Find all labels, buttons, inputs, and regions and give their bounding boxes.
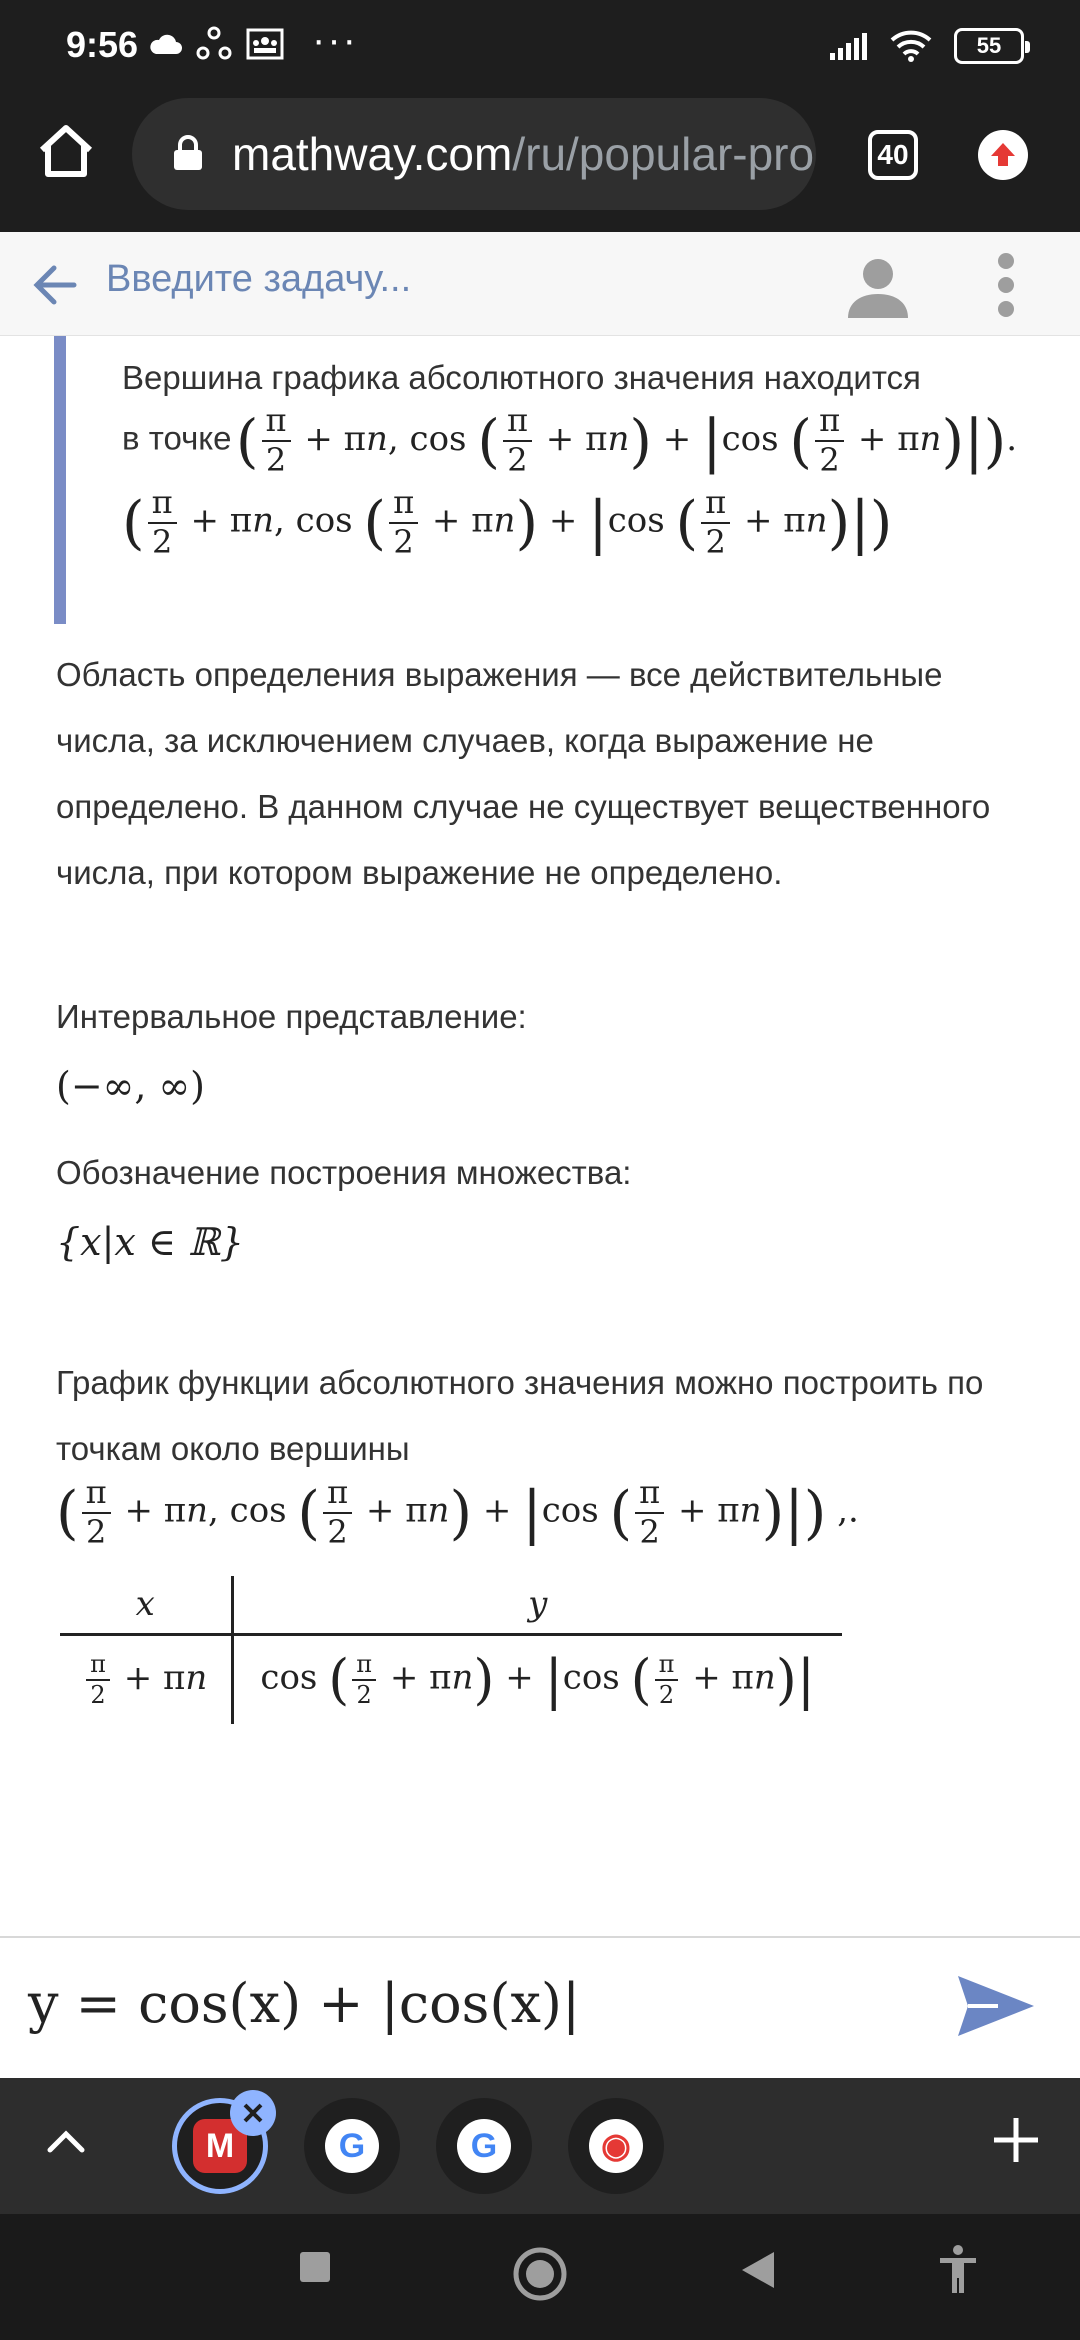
more-notifications-icon: ··· <box>312 18 358 62</box>
tab-google-2[interactable] <box>436 2098 532 2194</box>
tab-site[interactable] <box>568 2098 664 2194</box>
url-path: /ru/popular-pro <box>512 128 815 180</box>
expression-input[interactable]: y = cos(x) + |cos(x)| <box>28 1972 581 2035</box>
status-bar <box>0 0 1080 96</box>
points-table <box>60 1576 842 1724</box>
tab-switcher-bar <box>0 2078 1080 2214</box>
domain-paragraph: Область определения выражения — все действительные числа, за исключением случаев, когда выражение не определено. В данном случае не существует вещественного числа, при котором выражение не определено. <box>56 656 991 891</box>
set-label: Обозначение построения множества: <box>56 1154 632 1191</box>
wifi-icon <box>890 30 932 62</box>
table-cell-x: $\frac{\pi}{2}$ + πn <box>60 1634 232 1724</box>
vertex-formula-2: ( $\frac{\pi}{2}$ + πn, cos ( $\frac{\pi}{2}$ + πn) + |cos ( $\frac{\pi}{2}$ + πn)|) <box>122 483 893 561</box>
vertex-text-2: в точке <box>122 419 232 457</box>
tab-google-1[interactable] <box>304 2098 400 2194</box>
close-icon <box>242 2102 264 2124</box>
expression-input-bar <box>0 1936 1080 2078</box>
battery-icon: 55 <box>954 28 1024 64</box>
vertex-text: Вершина графика абсолютного значения находится <box>122 359 921 396</box>
google-logo-icon: G <box>325 2119 379 2173</box>
tab-count-button[interactable]: 40 <box>868 130 918 180</box>
lock-icon <box>172 134 204 172</box>
arrow-up-icon <box>988 140 1018 170</box>
table-cell-y: cos ( $\frac{\pi}{2}$ + πn) + |cos ( $\frac{\pi}{2}$ + πn)| <box>260 1648 816 1712</box>
more-menu-icon[interactable] <box>996 252 1016 318</box>
table-header-y: y <box>232 1576 842 1634</box>
mathway-logo-icon: M <box>193 2119 247 2173</box>
user-avatar-icon[interactable] <box>844 252 912 320</box>
app-header <box>0 232 1080 336</box>
classroom-icon <box>246 28 284 60</box>
update-button[interactable] <box>978 130 1028 180</box>
problem-input-placeholder[interactable]: Введите задачу... <box>106 258 412 300</box>
set-value: {x|x ∈ ℝ} <box>56 1220 244 1264</box>
solution-content <box>0 336 1080 1936</box>
status-notification-icons <box>148 26 284 62</box>
graph-paragraph: График функции абсолютного значения можно построить по точкам около вершины <box>56 1364 984 1467</box>
vertex-point-line <box>122 401 1018 479</box>
accessibility-icon[interactable] <box>938 2244 978 2296</box>
url-host: mathway.com <box>232 128 513 180</box>
google-logo-icon: G <box>457 2119 511 2173</box>
home-icon[interactable] <box>36 122 96 182</box>
status-time: 9:56 <box>66 24 139 65</box>
system-nav-bar <box>0 2214 1080 2340</box>
send-icon[interactable] <box>956 1974 1036 2038</box>
browser-toolbar <box>0 96 1080 232</box>
table-row <box>60 1634 842 1724</box>
back-nav-icon[interactable] <box>740 2250 776 2290</box>
interval-label: Интервальное представление: <box>56 998 527 1035</box>
interval-value: (−∞, ∞) <box>56 1064 205 1108</box>
signal-icon <box>828 31 868 61</box>
table-header-x: x <box>60 1576 232 1634</box>
vertex-formula: ( $\frac{\pi}{2}$ + πn, cos ( $\frac{\pi}{2}$ + πn) + |cos ( $\frac{\pi}{2}$ + πn)|). <box>235 401 1018 479</box>
home-nav-icon[interactable] <box>512 2246 568 2302</box>
back-arrow-icon[interactable] <box>30 260 80 310</box>
cloud-icon <box>148 32 182 56</box>
address-bar[interactable] <box>132 98 816 210</box>
graph-vertex-formula: ( $\frac{\pi}{2}$ + πn, cos ( $\frac{\pi}{2}$ + πn) + |cos ( $\frac{\pi}{2}$ + πn)|) ,. <box>56 1473 859 1551</box>
chevron-up-icon[interactable] <box>44 2120 88 2164</box>
vertex-note <box>54 336 1044 624</box>
new-tab-plus-icon[interactable] <box>990 2114 1042 2166</box>
recent-apps-icon[interactable] <box>298 2250 332 2284</box>
status-right <box>828 28 1024 64</box>
site-logo-icon: ◉ <box>589 2119 643 2173</box>
close-tab-button[interactable] <box>230 2090 276 2136</box>
share-icon <box>196 26 232 62</box>
